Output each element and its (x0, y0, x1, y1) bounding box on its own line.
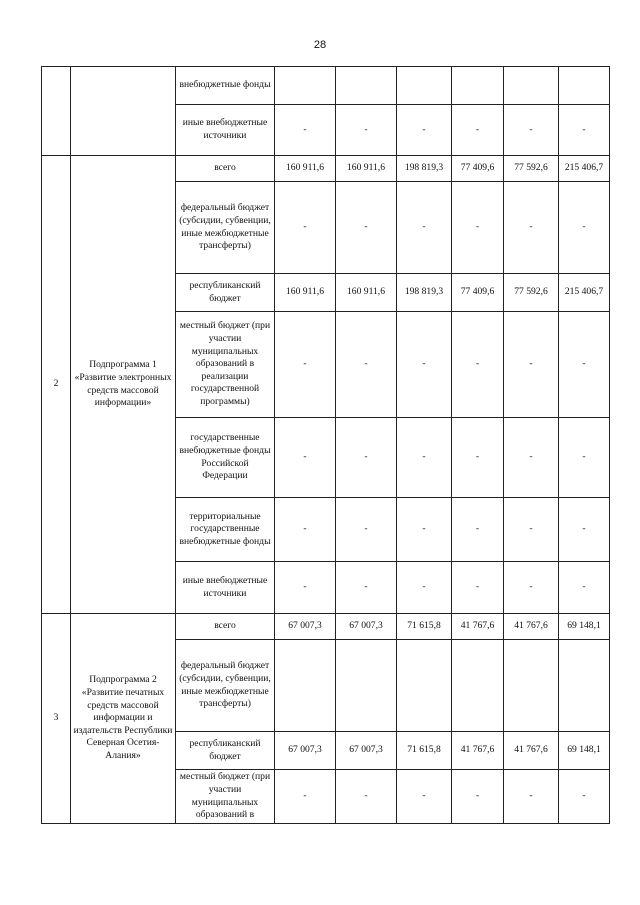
amount-cell: - (559, 182, 610, 274)
amount-cell: - (397, 105, 452, 156)
amount-cell: 41 767,6 (504, 614, 559, 640)
amount-cell: - (452, 770, 504, 824)
amount-cell: - (504, 182, 559, 274)
amount-cell (336, 640, 397, 732)
amount-cell: - (559, 418, 610, 498)
amount-cell (397, 640, 452, 732)
funding-source-cell: иные внебюджетные источники (176, 562, 275, 614)
amount-cell: - (452, 105, 504, 156)
amount-cell: - (559, 312, 610, 418)
amount-cell: 198 819,3 (397, 274, 452, 312)
amount-cell: 69 148,1 (559, 614, 610, 640)
amount-cell (504, 640, 559, 732)
amount-cell (504, 67, 559, 105)
amount-cell: - (275, 105, 336, 156)
amount-cell: - (504, 418, 559, 498)
amount-cell: - (336, 105, 397, 156)
amount-cell: - (452, 498, 504, 562)
funding-source-cell: республиканский бюджет (176, 732, 275, 770)
amount-cell: - (336, 418, 397, 498)
amount-cell (336, 67, 397, 105)
amount-cell (559, 67, 610, 105)
amount-cell: - (275, 770, 336, 824)
amount-cell: 215 406,7 (559, 274, 610, 312)
amount-cell: 71 615,8 (397, 732, 452, 770)
funding-source-cell: государственные внебюджетные фонды Российской Федерации (176, 418, 275, 498)
amount-cell: 77 592,6 (504, 274, 559, 312)
program-name-cell: Подпрограмма 2 «Развитие печатных средств массовой информации и издательств Республики Северная Осетия-Алания» (71, 614, 176, 824)
amount-cell: - (336, 182, 397, 274)
amount-cell: - (275, 562, 336, 614)
table-row (42, 156, 610, 182)
funding-source-cell: федеральный бюджет (субсидии, субвенции, иные межбюджетные трансферты) (176, 640, 275, 732)
funding-source-cell: всего (176, 156, 275, 182)
amount-cell: - (559, 498, 610, 562)
amount-cell (275, 67, 336, 105)
amount-cell: - (504, 312, 559, 418)
amount-cell: - (397, 562, 452, 614)
amount-cell: 41 767,6 (452, 614, 504, 640)
amount-cell: - (336, 312, 397, 418)
row-number-cell: 3 (42, 614, 71, 824)
amount-cell: - (275, 312, 336, 418)
funding-source-cell: иные внебюджетные источники (176, 105, 275, 156)
amount-cell: - (504, 770, 559, 824)
amount-cell: - (397, 182, 452, 274)
table-row (42, 67, 610, 105)
amount-cell: - (452, 312, 504, 418)
amount-cell: 215 406,7 (559, 156, 610, 182)
funding-source-cell: внебюджетные фонды (176, 67, 275, 105)
amount-cell: - (452, 182, 504, 274)
amount-cell (452, 67, 504, 105)
amount-cell: 67 007,3 (275, 614, 336, 640)
amount-cell: - (452, 562, 504, 614)
amount-cell: 198 819,3 (397, 156, 452, 182)
amount-cell: - (452, 418, 504, 498)
page-number: 28 (313, 39, 327, 51)
amount-cell: - (397, 770, 452, 824)
row-number-cell: 2 (42, 156, 71, 614)
amount-cell: - (275, 418, 336, 498)
amount-cell: 77 409,6 (452, 274, 504, 312)
program-name-cell (71, 67, 176, 156)
amount-cell: 77 409,6 (452, 156, 504, 182)
amount-cell: - (559, 105, 610, 156)
amount-cell: - (504, 498, 559, 562)
table-row (42, 614, 610, 640)
amount-cell (275, 640, 336, 732)
amount-cell (559, 640, 610, 732)
amount-cell: 160 911,6 (336, 156, 397, 182)
row-number-cell (42, 67, 71, 156)
amount-cell: - (397, 312, 452, 418)
amount-cell: 67 007,3 (275, 732, 336, 770)
amount-cell: - (336, 562, 397, 614)
amount-cell: - (559, 562, 610, 614)
funding-source-cell: местный бюджет (при участии муниципальных образований в (176, 770, 275, 824)
funding-source-cell: республиканский бюджет (176, 274, 275, 312)
amount-cell: - (504, 105, 559, 156)
amount-cell: 41 767,6 (452, 732, 504, 770)
amount-cell: - (504, 562, 559, 614)
amount-cell: 41 767,6 (504, 732, 559, 770)
amount-cell: 160 911,6 (275, 274, 336, 312)
funding-source-cell: территориальные государственные внебюджетные фонды (176, 498, 275, 562)
amount-cell: 69 148,1 (559, 732, 610, 770)
amount-cell: 71 615,8 (397, 614, 452, 640)
amount-cell: - (336, 498, 397, 562)
amount-cell: - (397, 418, 452, 498)
amount-cell (397, 67, 452, 105)
amount-cell: - (559, 770, 610, 824)
amount-cell (452, 640, 504, 732)
financing-table (41, 66, 610, 824)
amount-cell: - (397, 498, 452, 562)
amount-cell: - (336, 770, 397, 824)
program-name-cell: Подпрограмма 1 «Развитие электронных средств массовой информации» (71, 156, 176, 614)
amount-cell: 67 007,3 (336, 614, 397, 640)
amount-cell: - (275, 182, 336, 274)
amount-cell: 67 007,3 (336, 732, 397, 770)
amount-cell: 77 592,6 (504, 156, 559, 182)
funding-source-cell: всего (176, 614, 275, 640)
funding-source-cell: федеральный бюджет (субсидии, субвенции, иные межбюджетные трансферты) (176, 182, 275, 274)
funding-source-cell: местный бюджет (при участии муниципальных образований в реализации государственной программы) (176, 312, 275, 418)
amount-cell: 160 911,6 (275, 156, 336, 182)
amount-cell: 160 911,6 (336, 274, 397, 312)
amount-cell: - (275, 498, 336, 562)
